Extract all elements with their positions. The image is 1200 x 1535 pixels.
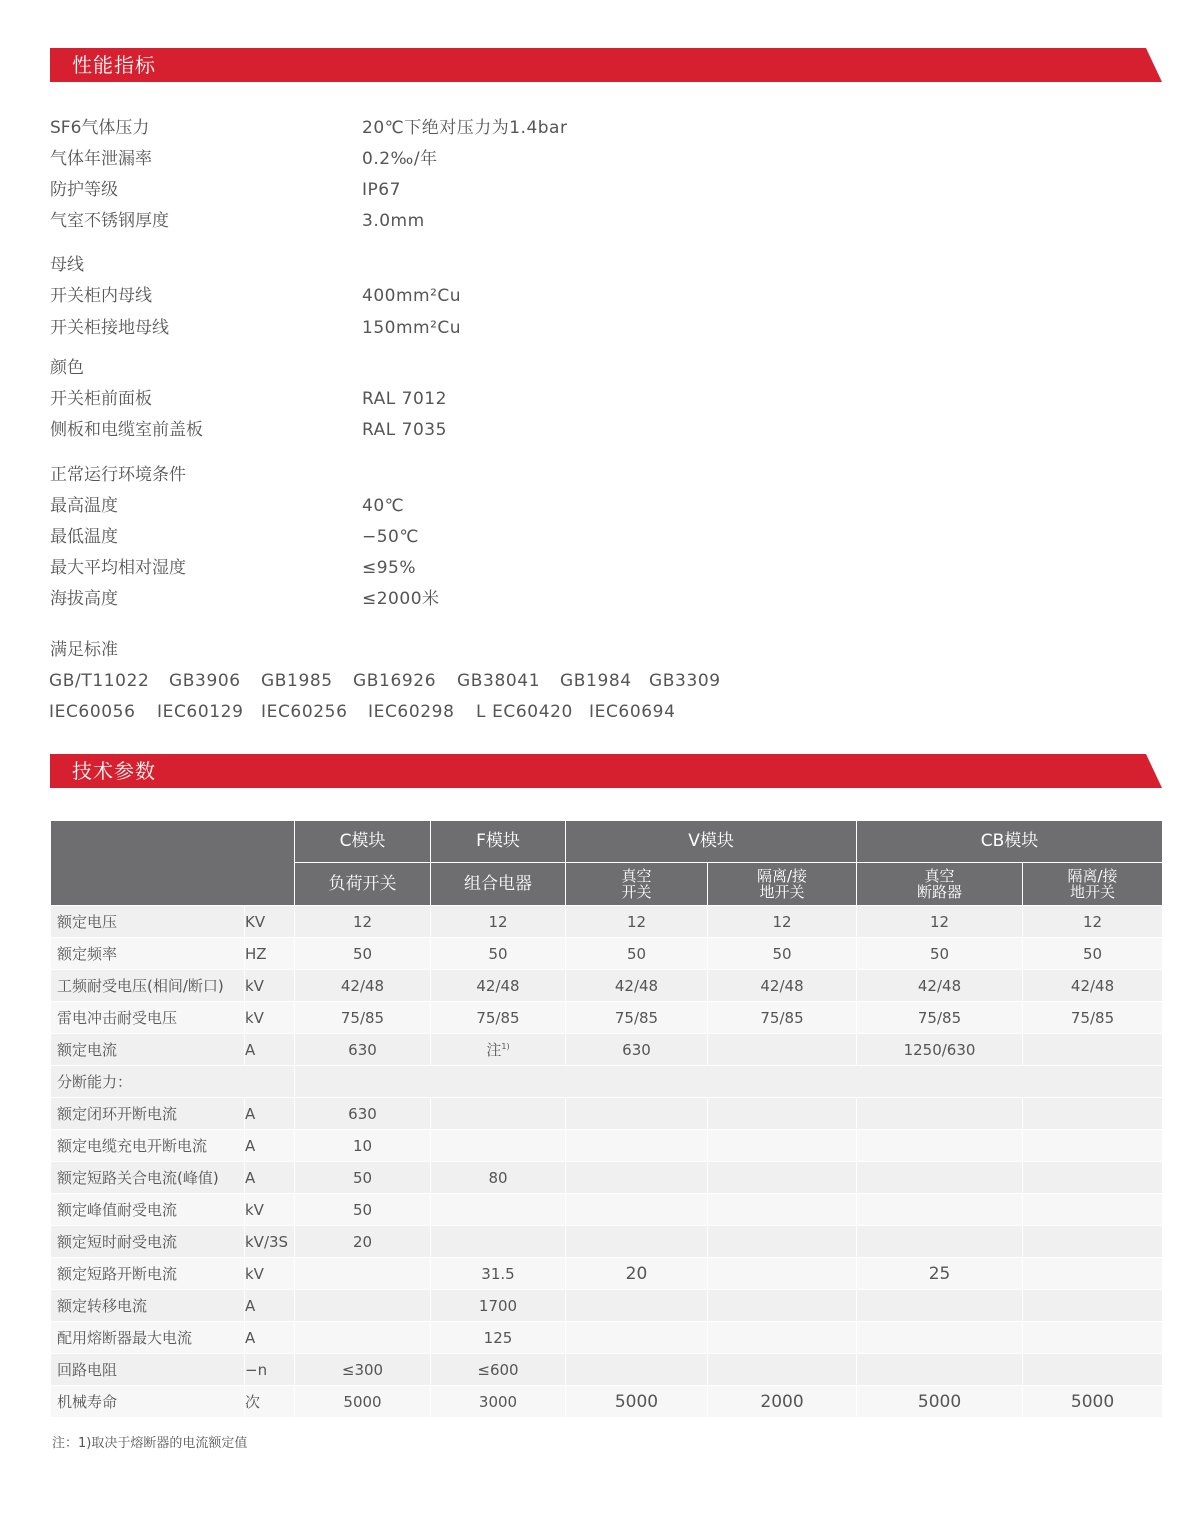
header-cb-sub1 <box>857 863 1023 906</box>
banner-shape <box>50 48 1162 82</box>
table-row <box>51 1098 1163 1130</box>
row-name: 工频耐受电压(相间/断口) <box>51 970 245 1002</box>
cell-cb2 <box>1023 1162 1163 1194</box>
header-c-module: C模块 <box>295 821 431 863</box>
breaking-capacity-fill <box>295 1066 1163 1098</box>
standard-item: IEC60694 <box>589 702 676 722</box>
cell-c: 50 <box>295 1194 431 1226</box>
cell-v2: 75/85 <box>708 1002 857 1034</box>
spec-value: RAL 7035 <box>362 420 447 440</box>
cell-cb2 <box>1023 1194 1163 1226</box>
header-cb-module: CB模块 <box>857 821 1163 863</box>
row-name: 额定短路开断电流 <box>51 1258 245 1290</box>
group-title-environment: 正常运行环境条件 <box>50 465 186 485</box>
cell-cb1 <box>857 1162 1023 1194</box>
table-row <box>51 938 1163 970</box>
spec-label: 开关柜内母线 <box>50 286 152 306</box>
breaking-capacity-label: 分断能力： <box>51 1066 295 1098</box>
group-title-standards: 满足标准 <box>50 640 118 660</box>
spec-label: 最低温度 <box>50 527 118 547</box>
spec-value: 150mm²Cu <box>362 318 462 338</box>
cell-cb2 <box>1023 1098 1163 1130</box>
header-cb-sub2-line2: 地开关 <box>1070 883 1116 901</box>
row-unit: 次 <box>245 1386 295 1418</box>
cell-cb2 <box>1023 1354 1163 1386</box>
spec-value: 20℃下绝对压力为1.4bar <box>362 118 568 138</box>
cell-f: 50 <box>431 938 566 970</box>
cell-v2 <box>708 1194 857 1226</box>
standard-item: GB/T11022 <box>49 671 150 691</box>
cell-cb2: 5000 <box>1023 1386 1163 1418</box>
row-unit: kV <box>245 1258 295 1290</box>
row-unit: A <box>245 1322 295 1354</box>
cell-v1: 5000 <box>566 1386 708 1418</box>
row-name: 额定峰值耐受电流 <box>51 1194 245 1226</box>
header-v-sub1-line1: 真空 <box>621 867 652 885</box>
table-row <box>51 970 1163 1002</box>
row-unit: A <box>245 1034 295 1066</box>
cell-v1 <box>566 1194 708 1226</box>
header-v-sub2-line1: 隔离/接 <box>756 867 808 885</box>
cell-c: 50 <box>295 1162 431 1194</box>
row-name: 配用熔断器最大电流 <box>51 1322 245 1354</box>
cell-cb1 <box>857 1194 1023 1226</box>
cell-v1: 50 <box>566 938 708 970</box>
cell-f: ≤600 <box>431 1354 566 1386</box>
cell-v1 <box>566 1130 708 1162</box>
cell-v1 <box>566 1354 708 1386</box>
cell-c <box>295 1290 431 1322</box>
row-name: 额定短时耐受电流 <box>51 1226 245 1258</box>
cell-cb1 <box>857 1098 1023 1130</box>
cell-f <box>431 1098 566 1130</box>
cell-v2 <box>708 1322 857 1354</box>
cell-c: 630 <box>295 1034 431 1066</box>
cell-f: 1700 <box>431 1290 566 1322</box>
cell-c: 630 <box>295 1098 431 1130</box>
cell-f: 3000 <box>431 1386 566 1418</box>
cell-cb2 <box>1023 1034 1163 1066</box>
standards-line-2 <box>49 700 676 724</box>
spec-value: RAL 7012 <box>362 389 447 409</box>
header-f-module: F模块 <box>431 821 566 863</box>
cell-v2 <box>708 1354 857 1386</box>
cell-v1 <box>566 1290 708 1322</box>
spec-value: ≤2000米 <box>362 589 440 609</box>
cell-cb2: 75/85 <box>1023 1002 1163 1034</box>
footnote: 注：1)取决于熔断器的电流额定值 <box>52 1436 248 1451</box>
table-row <box>51 1354 1163 1386</box>
cell-v1 <box>566 1226 708 1258</box>
header-c-sub: 负荷开关 <box>295 863 431 906</box>
cell-c: 5000 <box>295 1386 431 1418</box>
spec-label: 开关柜接地母线 <box>50 318 169 338</box>
cell-v1: 42/48 <box>566 970 708 1002</box>
group-title-color: 颜色 <box>50 358 84 378</box>
group-title-busbar: 母线 <box>50 255 84 275</box>
standard-item: IEC60129 <box>157 702 244 722</box>
cell-f <box>431 1194 566 1226</box>
standard-item: GB3309 <box>649 671 721 691</box>
table-row <box>51 1130 1163 1162</box>
table-row <box>51 1322 1163 1354</box>
header-v-sub1 <box>566 863 708 906</box>
spec-value: 3.0mm <box>362 211 425 231</box>
table-row <box>51 1002 1163 1034</box>
table-row <box>51 1162 1163 1194</box>
row-name: 额定电压 <box>51 906 245 938</box>
cell-v2 <box>708 1130 857 1162</box>
spec-label: 气体年泄漏率 <box>50 149 152 169</box>
row-name: 额定电流 <box>51 1034 245 1066</box>
spec-value: −50℃ <box>362 527 419 547</box>
cell-cb1 <box>857 1290 1023 1322</box>
spec-label: SF6气体压力 <box>50 118 150 138</box>
cell-c: 75/85 <box>295 1002 431 1034</box>
table-row <box>51 1226 1163 1258</box>
cell-v2 <box>708 1226 857 1258</box>
row-unit: kV <box>245 970 295 1002</box>
header-cb-sub2-line1: 隔离/接 <box>1067 867 1118 885</box>
row-unit: kV/3S <box>245 1226 295 1258</box>
spec-value: 0.2‰/年 <box>362 149 438 169</box>
cell-v2 <box>708 1290 857 1322</box>
cell-cb2 <box>1023 1290 1163 1322</box>
cell-c: 50 <box>295 938 431 970</box>
cell-cb2: 12 <box>1023 906 1163 938</box>
cell-cb2: 50 <box>1023 938 1163 970</box>
section-title-performance: 性能指标 <box>72 53 156 77</box>
standard-item: GB3906 <box>169 671 241 691</box>
spec-label: 侧板和电缆室前盖板 <box>50 420 203 440</box>
cell-v1: 20 <box>566 1258 708 1290</box>
header-v-sub2 <box>708 863 857 906</box>
cell-cb2 <box>1023 1226 1163 1258</box>
cell-c: 10 <box>295 1130 431 1162</box>
cell-v2 <box>708 1162 857 1194</box>
spec-label: 开关柜前面板 <box>50 389 152 409</box>
cell-f: 31.5 <box>431 1258 566 1290</box>
cell-f <box>431 1034 566 1066</box>
row-name: 额定短路关合电流(峰值) <box>51 1162 245 1194</box>
technical-parameters-table <box>50 820 1163 1418</box>
cell-c: ≤300 <box>295 1354 431 1386</box>
row-unit: A <box>245 1290 295 1322</box>
standard-item: GB1985 <box>261 671 333 691</box>
standards-line-1 <box>49 669 721 693</box>
header-cb-sub2 <box>1023 863 1163 906</box>
header-blank <box>51 821 295 906</box>
spec-value: 400mm²Cu <box>362 286 462 306</box>
cell-f <box>431 1226 566 1258</box>
cell-c: 42/48 <box>295 970 431 1002</box>
cell-cb2 <box>1023 1258 1163 1290</box>
cell-cb1 <box>857 1226 1023 1258</box>
table-row <box>51 1258 1163 1290</box>
cell-v1: 630 <box>566 1034 708 1066</box>
cell-v1: 12 <box>566 906 708 938</box>
section-banner-technical <box>50 754 1162 788</box>
cell-f-note: 注 <box>486 1041 502 1059</box>
cell-cb1 <box>857 1322 1023 1354</box>
spec-label: 最高温度 <box>50 496 118 516</box>
cell-c <box>295 1322 431 1354</box>
cell-c: 20 <box>295 1226 431 1258</box>
row-unit: A <box>245 1130 295 1162</box>
cell-c <box>295 1258 431 1290</box>
cell-cb2 <box>1023 1322 1163 1354</box>
row-name: 额定电缆充电开断电流 <box>51 1130 245 1162</box>
cell-v2: 50 <box>708 938 857 970</box>
table-row <box>51 1194 1163 1226</box>
breaking-capacity-row <box>51 1066 1163 1098</box>
cell-cb2: 42/48 <box>1023 970 1163 1002</box>
section-banner-performance <box>50 48 1162 82</box>
header-f-sub: 组合电器 <box>431 863 566 906</box>
standard-item: GB16926 <box>353 671 437 691</box>
header-v-module: V模块 <box>566 821 857 863</box>
table-row <box>51 1034 1163 1066</box>
row-name: 额定频率 <box>51 938 245 970</box>
row-name: 雷电冲击耐受电压 <box>51 1002 245 1034</box>
cell-cb1: 75/85 <box>857 1002 1023 1034</box>
cell-f <box>431 1130 566 1162</box>
cell-cb1 <box>857 1354 1023 1386</box>
header-v-sub1-line2: 开关 <box>621 883 652 901</box>
row-name: 回路电阻 <box>51 1354 245 1386</box>
header-cb-sub1-line2: 断路器 <box>917 883 963 901</box>
table-row <box>51 1386 1163 1418</box>
cell-cb1: 50 <box>857 938 1023 970</box>
spec-label: 气室不锈钢厚度 <box>50 211 169 231</box>
cell-v2 <box>708 1034 857 1066</box>
cell-v1 <box>566 1322 708 1354</box>
row-name: 机械寿命 <box>51 1386 245 1418</box>
spec-value: ≤95% <box>362 558 417 578</box>
cell-f: 75/85 <box>431 1002 566 1034</box>
table-row <box>51 906 1163 938</box>
standard-item: L EC60420 <box>476 702 573 722</box>
row-unit: −n <box>245 1354 295 1386</box>
section-title-technical: 技术参数 <box>72 759 156 783</box>
header-cb-sub1-line1: 真空 <box>924 867 955 885</box>
cell-cb1 <box>857 1130 1023 1162</box>
row-unit: kV <box>245 1002 295 1034</box>
standard-item: GB1984 <box>560 671 632 691</box>
cell-cb1: 42/48 <box>857 970 1023 1002</box>
cell-f: 42/48 <box>431 970 566 1002</box>
header-v-sub2-line2: 地开关 <box>759 883 805 901</box>
cell-c: 12 <box>295 906 431 938</box>
banner-shape <box>50 754 1162 788</box>
cell-v2: 2000 <box>708 1386 857 1418</box>
row-unit: HZ <box>245 938 295 970</box>
cell-cb1: 1250/630 <box>857 1034 1023 1066</box>
cell-v2: 12 <box>708 906 857 938</box>
cell-f: 12 <box>431 906 566 938</box>
cell-v2 <box>708 1098 857 1130</box>
spec-label: 防护等级 <box>50 180 118 200</box>
cell-cb2 <box>1023 1130 1163 1162</box>
row-name: 额定转移电流 <box>51 1290 245 1322</box>
footnote-marker: 1) <box>501 1042 510 1051</box>
spec-value: 40℃ <box>362 496 405 516</box>
cell-v2: 42/48 <box>708 970 857 1002</box>
cell-cb1: 12 <box>857 906 1023 938</box>
cell-v1: 75/85 <box>566 1002 708 1034</box>
standard-item: IEC60056 <box>49 702 136 722</box>
standard-item: IEC60298 <box>368 702 455 722</box>
cell-v1 <box>566 1098 708 1130</box>
row-unit: KV <box>245 906 295 938</box>
cell-v1 <box>566 1162 708 1194</box>
cell-cb1: 25 <box>857 1258 1023 1290</box>
cell-f: 125 <box>431 1322 566 1354</box>
cell-f: 80 <box>431 1162 566 1194</box>
row-unit: A <box>245 1162 295 1194</box>
cell-v2 <box>708 1258 857 1290</box>
row-unit: A <box>245 1098 295 1130</box>
spec-value: IP67 <box>362 180 401 200</box>
row-name: 额定闭环开断电流 <box>51 1098 245 1130</box>
standard-item: GB38041 <box>457 671 541 691</box>
spec-label: 最大平均相对湿度 <box>50 558 186 578</box>
standard-item: IEC60256 <box>261 702 348 722</box>
row-unit: kV <box>245 1194 295 1226</box>
table-row <box>51 1290 1163 1322</box>
spec-label: 海拔高度 <box>50 589 118 609</box>
cell-cb1: 5000 <box>857 1386 1023 1418</box>
